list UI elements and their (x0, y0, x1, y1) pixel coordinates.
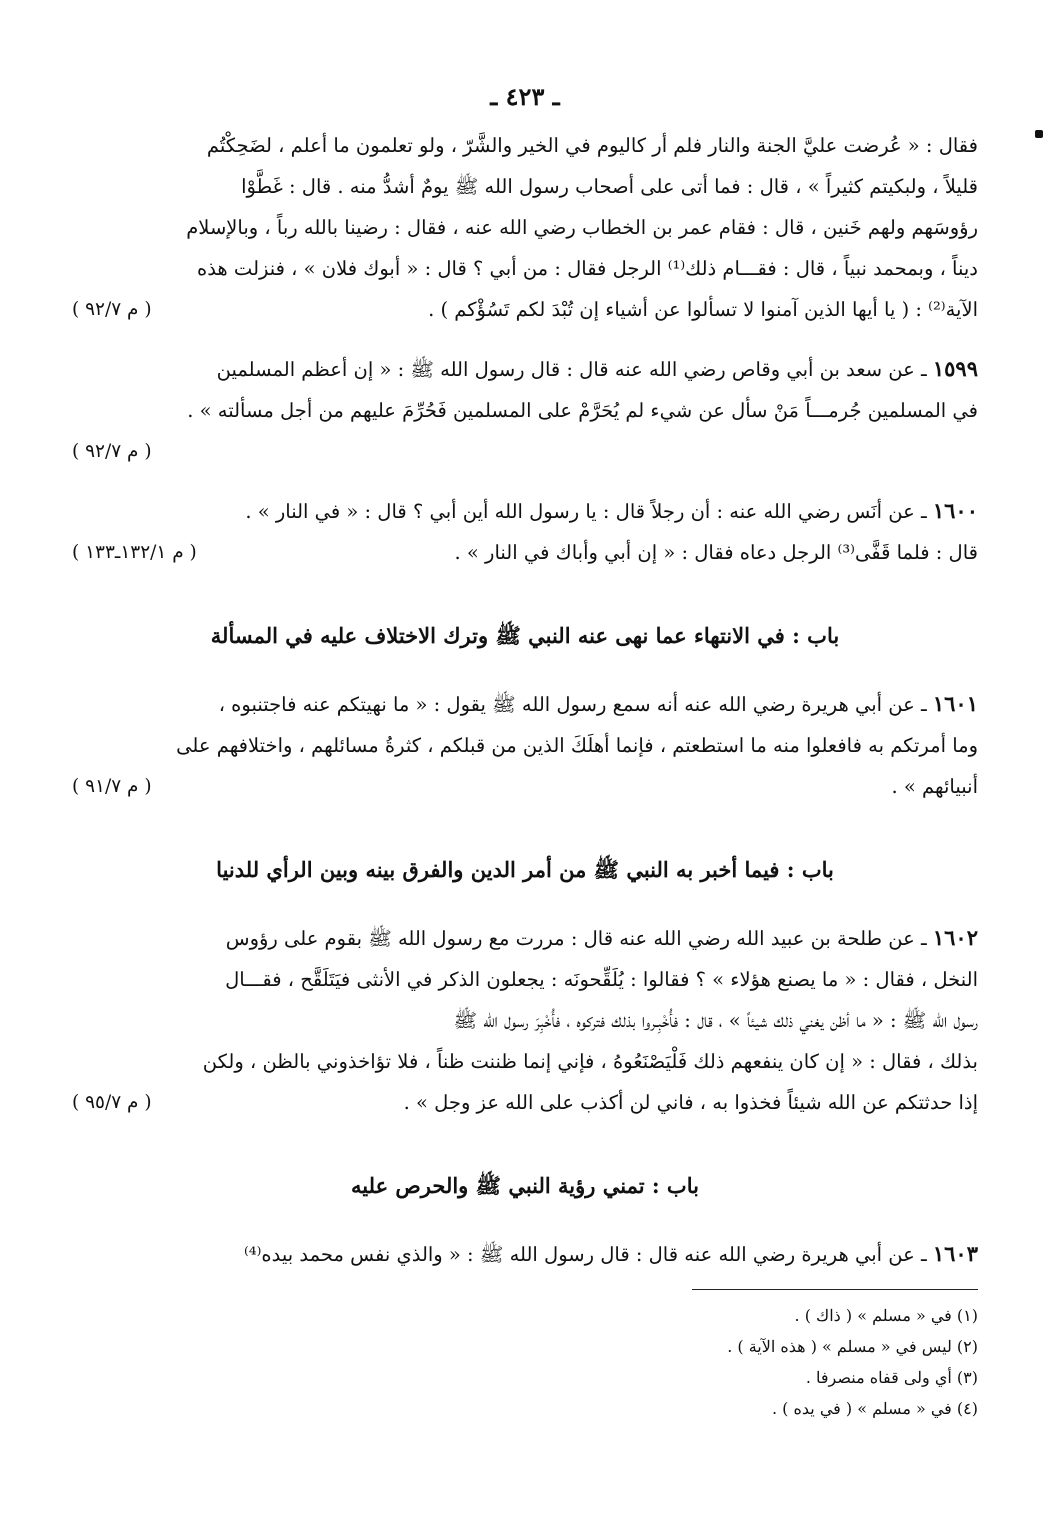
hadith-line: ـ عن سعد بن أبي وقاص رضي الله عنه قال : قال رسول الله ﷺ : « إن أعظم المسلمين (216, 358, 927, 381)
chapter-heading: باب : في الانتهاء عما نهى عنه النبي ﷺ وترك الاختلاف عليه في المسألة (210, 623, 840, 648)
footnote: (٢) ليس في « مسلم » ( هذه الآية ) . (727, 1337, 978, 1356)
hadith-1603 (72, 1233, 978, 1275)
margin-dot (1035, 130, 1043, 138)
chapter-heading: باب : تمني رؤية النبي ﷺ والحرص عليه (351, 1173, 699, 1198)
hadith-line: إذا حدثتكم عن الله شيئاً فخذوا به ، فاني لن أكذب على الله عز وجل » . (403, 1091, 978, 1114)
hadith-line: ـ عن طلحة بن عبيد الله رضي الله عنه قال : مررت مع رسول الله ﷺ بقوم على رؤوس (225, 927, 927, 950)
source-reference: ( م ٩٢/٧ ) (72, 441, 152, 462)
source-reference: ( م ٩٢/٧ ) (72, 299, 152, 320)
intro-line: رؤوسَهم ولهم خَنين ، قال : فقام عمر بن الخطاب رضي الله عنه ، فقال : رضينا بالله رباً ، وبالإسلام (186, 216, 978, 239)
hadith-number: ١٦٠٢ (932, 925, 978, 950)
intro-line: قليلاً ، ولبكيتم كثيراً » ، قال : فما أتى على أصحاب رسول الله ﷺ يومٌ أشدُّ منه . قال : غَطَّوْا (241, 175, 978, 198)
footnote-divider (692, 1289, 978, 1290)
hadith-line: ـ عن أبي هريرة رضي الله عنه أنه سمع رسول الله ﷺ يقول : « ما نهيتكم عنه فاجتنبوه ، (218, 693, 927, 716)
hadith-line: ـ عن أنَس رضي الله عنه : أن رجلاً قال : يا رسول الله أين أبي ؟ قال : « في النار » . (245, 500, 927, 523)
page-number: ـ ٤٢٣ ـ (490, 82, 560, 111)
hadith-1602 (72, 917, 978, 1123)
hadith-1599 (72, 348, 978, 472)
hadith-1601 (72, 683, 978, 807)
intro-line: فقال : « عُرضت عليَّ الجنة والنار فلم أر كاليوم في الخير والشَّرّ ، ولو تعلمون ما أعلم ، لضَحِكْتُم (206, 134, 978, 157)
intro-paragraph (72, 125, 978, 330)
hadith-number: ١٦٠٠ (932, 498, 978, 523)
footnotes (72, 1300, 978, 1424)
hadith-line: بذلك ، فقال : « إن كان ينفعهم ذلك فَلْيَصْنَعُوهُ ، فإني إنما ظننت ظناً ، فلا تؤاخذوني بالظن ، ولكن (202, 1050, 978, 1073)
page (72, 70, 978, 1424)
intro-line: ديناً ، وبمحمد نبياً ، قال : فقـــام ذلك⁽¹⁾ الرجل فقال : من أبي ؟ قال : « أبوك فلان » ، فنزلت هذه (196, 257, 978, 280)
hadith-line: ـ عن أبي هريرة رضي الله عنه قال : قال رسول الله ﷺ : « والذي نفس محمد بيده⁽⁴⁾ (243, 1243, 927, 1266)
hadith-line: وما أمرتكم به فافعلوا منه ما استطعتم ، فإنما أهلَكَ الذين من قبلكم ، كثرةُ مسائلهم ، واختلافهم على (176, 734, 978, 757)
hadith-number: ١٦٠١ (932, 691, 978, 716)
hadith-number: ١٥٩٩ (932, 356, 978, 381)
hadith-1600 (72, 490, 978, 573)
hadith-line: النخل ، فقال : « ما يصنع هؤلاء » ؟ فقالوا : يُلَقِّحونَه : يجعلون الذكر في الأنثى فيَتَلَقَّح ، فقـــال (225, 968, 978, 991)
hadith-line: في المسلمين جُرمـــاً مَنْ سأل عن شيء لم يُحَرَّمْ على المسلمين فَحُرِّمَ عليهم من أجل مسألته » . (187, 399, 978, 422)
footnote: (٤) في « مسلم » ( في يده ) . (772, 1399, 978, 1418)
hadith-line: أنبيائهم » . (891, 775, 978, 798)
source-reference: ( م ٩٥/٧ ) (72, 1092, 152, 1113)
intro-line: الآية⁽²⁾ : ( يا أيها الذين آمنوا لا تسألوا عن أشياء إن تُبْدَ لكم تَسُؤْكم ) . (428, 298, 978, 321)
source-reference: ( م ٩١/٧ ) (72, 776, 152, 797)
hadith-number: ١٦٠٣ (932, 1241, 978, 1266)
hadith-line: قال : فلما قَفَّى⁽³⁾ الرجل دعاه فقال : « إن أبي وأباك في النار » . (454, 541, 978, 564)
footnote: (١) في « مسلم » ( ذاك ) . (794, 1306, 978, 1325)
hadith-line: رسول الله ﷺ : « ما أظن يغني ذلك شيئاً » ، قال : فأُخْبِـروا بذلك فتركوه ، فأُخْبِرَ رسول الله ﷺ (453, 1009, 978, 1032)
chapter-heading: باب : فيما أخبر به النبي ﷺ من أمر الدين والفرق بينه وبين الرأي للدنيا (216, 857, 834, 882)
footnote: (٣) أي ولى قفاه منصرفا . (805, 1368, 978, 1387)
source-reference: ( م ١٣٢/١ـ١٣٣ ) (72, 542, 197, 563)
